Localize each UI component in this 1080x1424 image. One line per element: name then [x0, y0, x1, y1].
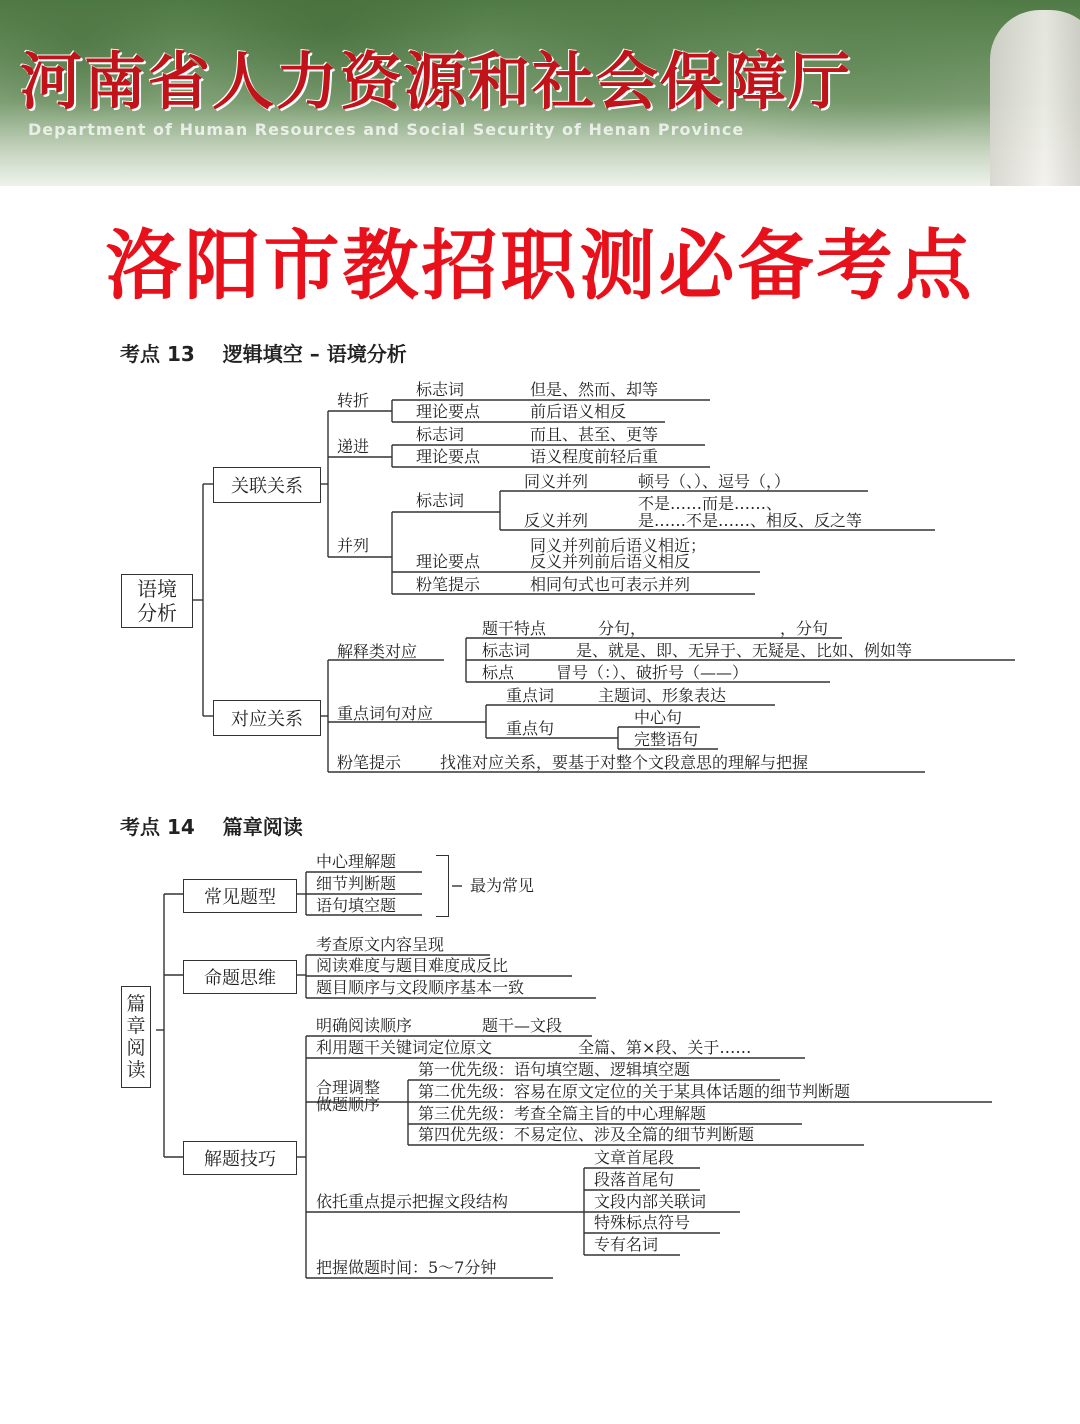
page-title: 洛阳市教招职测必备考点 [105, 221, 975, 310]
dy-fenbi: 粉笔提示 [337, 753, 402, 772]
js-tigan-value-2: ，分句 [780, 619, 829, 638]
bl-tongyi: 同义并列 [524, 472, 589, 491]
zd-ju: 重点句 [506, 719, 555, 738]
jt-heli-1: 合理调整 [316, 1078, 381, 1097]
bl-fenbi-value: 相同句式也可表示并列 [530, 575, 691, 594]
node-jieti: 解题技巧 [183, 1141, 297, 1175]
section14-number: 考点 14 [120, 815, 195, 839]
zd-ju-value-2: 完整语句 [634, 730, 699, 749]
node-mingti: 命题思维 [183, 960, 297, 994]
dj-biaozhici: 标志词 [416, 425, 465, 444]
zd-ci: 重点词 [506, 686, 555, 705]
js-tigan: 题干特点 [482, 619, 547, 638]
section14-name: 篇章阅读 [222, 815, 303, 839]
yituo-item-4: 特殊标点符号 [594, 1213, 691, 1232]
zz-biaozhici: 标志词 [416, 380, 465, 399]
youxian-2: 第二优先级：容易在原文定位的关于某具体话题的细节判断题 [418, 1082, 851, 1101]
js-biaozhici-value: 是、就是、即、无异于、无疑是、比如、例如等 [576, 641, 913, 660]
section14-title [120, 811, 331, 840]
changjian-item-1: 中心理解题 [316, 852, 397, 871]
section13-name: 逻辑填空 – 语境分析 [222, 342, 407, 366]
node-changjian: 常见题型 [183, 879, 297, 913]
banner-subtitle: Department of Human Resources and Social Security of Henan Province [28, 120, 745, 139]
label-binglie: 并列 [337, 536, 370, 555]
bl-tongyi-value: 顿号（、）、逗号（，） [638, 472, 791, 491]
dj-biaozhici-value: 而且、甚至、更等 [530, 425, 659, 444]
bl-biaozhici: 标志词 [416, 491, 465, 510]
dy-fenbi-value: 找准对应关系，要基于对整个文段意思的理解与把握 [440, 753, 809, 772]
yituo-item-3: 文段内部关联词 [594, 1192, 707, 1211]
dj-lilun: 理论要点 [416, 447, 481, 466]
node-duiying: 对应关系 [213, 700, 321, 736]
zz-biaozhici-value: 但是、然而、却等 [530, 380, 659, 399]
yituo-item-2: 段落首尾句 [594, 1170, 675, 1189]
jt-mingque-value: 题干—文段 [482, 1016, 563, 1035]
label-zhuanzhe: 转折 [337, 391, 370, 410]
dj-lilun-value: 语义程度前轻后重 [530, 447, 659, 466]
yituo-item-5: 专有名词 [594, 1235, 659, 1254]
changjian-item-2: 细节判断题 [316, 874, 397, 893]
zz-lilun-value: 前后语义相反 [530, 402, 627, 421]
js-biaodian: 标点 [482, 663, 515, 682]
bl-fanyi-value-2: 是……不是……、相反、反之等 [638, 511, 863, 530]
js-biaozhici: 标志词 [482, 641, 531, 660]
label-jieshi: 解释类对应 [337, 642, 418, 661]
label-zhongdian: 重点词句对应 [337, 704, 434, 723]
bl-fanyi: 反义并列 [524, 511, 589, 530]
js-biaodian-value: 冒号（：）、破折号（——） [556, 663, 749, 682]
banner-title: 河南省人力资源和社会保障厅 [20, 45, 853, 118]
zz-lilun: 理论要点 [416, 402, 481, 421]
jt-mingque: 明确阅读顺序 [316, 1016, 413, 1035]
bl-lilun-value-2: 反义并列前后语义相反 [530, 552, 691, 571]
yituo-item-1: 文章首尾段 [594, 1148, 675, 1167]
youxian-1: 第一优先级：语句填空题、逻辑填空题 [418, 1060, 691, 1079]
zd-ci-value: 主题词、形象表达 [598, 686, 727, 705]
bl-fanyi-value-1: 不是……而是……、 [638, 494, 783, 513]
jt-liyong: 利用题干关键词定位原文 [316, 1038, 493, 1057]
js-tigan-value-1: 分句， [598, 619, 647, 638]
jt-heli-2: 做题顺序 [316, 1095, 381, 1114]
mingti-item-3: 题目顺序与文段顺序基本一致 [316, 978, 525, 997]
brace-bracket [436, 855, 449, 917]
section13-title [120, 338, 435, 367]
mingti-item-1: 考查原文内容呈现 [316, 935, 445, 954]
bl-lilun-value-1: 同义并列前后语义相近； [530, 536, 707, 555]
bl-fenbi: 粉笔提示 [416, 575, 481, 594]
youxian-3: 第三优先级：考查全篇主旨的中心理解题 [418, 1104, 707, 1123]
label-dijin: 递进 [337, 437, 370, 456]
jt-liyong-value: 全篇、第×段、关于…… [578, 1038, 752, 1057]
zd-ju-value-1: 中心句 [634, 708, 683, 727]
youxian-4: 第四优先级：不易定位、涉及全篇的细节判断题 [418, 1125, 755, 1144]
bl-lilun: 理论要点 [416, 552, 481, 571]
node-guanlian: 关联关系 [213, 467, 321, 503]
jt-yituo: 依托重点提示把握文段结构 [316, 1192, 509, 1211]
root-yujing-fenxi: 语境 分析 [121, 574, 193, 628]
mingti-item-2: 阅读难度与题目难度成反比 [316, 956, 509, 975]
changjian-item-3: 语句填空题 [316, 896, 397, 915]
section13-number: 考点 13 [120, 342, 195, 366]
changjian-note: 最为常见 [470, 876, 535, 895]
jt-shijian: 把握做题时间：5～7分钟 [316, 1258, 497, 1277]
root-pianzhang-yuedu: 篇 章 阅 读 [121, 986, 151, 1088]
